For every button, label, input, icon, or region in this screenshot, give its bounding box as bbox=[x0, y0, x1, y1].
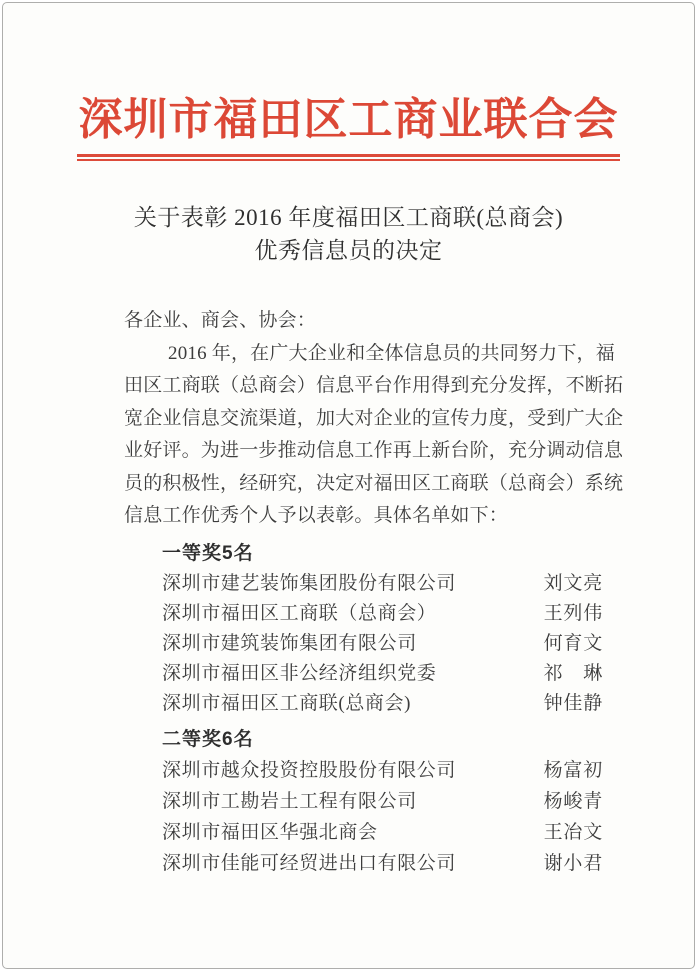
letterhead-divider-rule bbox=[77, 154, 620, 161]
winner-row bbox=[162, 569, 603, 599]
paragraph-line: 业好评。为进一步推动信息工作再上新台阶，充分调动信息 bbox=[124, 440, 624, 461]
winner-company: 深圳市佳能可经贸进出口有限公司 bbox=[162, 852, 457, 874]
document-title-line-2: 优秀信息员的决定 bbox=[254, 238, 443, 263]
winner-name: 钟佳静 bbox=[543, 692, 603, 714]
winner-name: 王冶文 bbox=[543, 821, 603, 843]
winner-company: 深圳市建艺装饰集团股份有限公司 bbox=[162, 572, 457, 594]
winner-row bbox=[162, 755, 603, 786]
winner-name: 王列伟 bbox=[543, 602, 603, 624]
winner-company: 深圳市工勘岩土工程有限公司 bbox=[162, 790, 417, 812]
winner-row bbox=[162, 817, 603, 848]
second-prize-heading: 二等奖6名 bbox=[162, 728, 254, 750]
scanned-document-page bbox=[2, 2, 695, 969]
paragraph-line: 员的积极性，经研究，决定对福田区工商联（总商会）系统 bbox=[124, 472, 624, 494]
winner-row bbox=[162, 599, 603, 629]
winner-row bbox=[162, 786, 603, 817]
awards-list bbox=[162, 539, 603, 879]
winner-name: 谢小君 bbox=[543, 852, 603, 874]
winner-row bbox=[162, 689, 603, 719]
winner-name: 祁 琳 bbox=[543, 662, 603, 684]
winner-company: 深圳市越众投资控股股份有限公司 bbox=[162, 759, 457, 781]
winner-row bbox=[162, 848, 603, 879]
winner-name: 刘文亮 bbox=[543, 572, 603, 594]
first-prize-heading: 一等奖5名 bbox=[162, 542, 254, 564]
winner-name: 何育文 bbox=[543, 632, 603, 654]
winner-company: 深圳市福田区工商联（总商会） bbox=[162, 602, 437, 624]
paragraph-line: 2016 年，在广大企业和全体信息员的共同努力下，福 bbox=[168, 342, 615, 364]
winner-company: 深圳市福田区工商联(总商会) bbox=[162, 692, 412, 714]
winner-row bbox=[162, 659, 603, 689]
winner-name: 杨富初 bbox=[543, 759, 603, 781]
document-title-line-1: 关于表彰 2016 年度福田区工商联(总商会) bbox=[133, 205, 564, 230]
document-body bbox=[124, 305, 624, 533]
salutation-line: 各企业、商会、协会： bbox=[124, 310, 317, 331]
document-title bbox=[3, 201, 694, 267]
first-prize-section bbox=[162, 539, 603, 719]
paragraph-line: 宽企业信息交流渠道，加大对企业的宣传力度，受到广大企 bbox=[124, 407, 624, 429]
paragraph-line: 田区工商联（总商会）信息平台作用得到充分发挥，不断拓 bbox=[124, 375, 624, 396]
second-prize-section bbox=[162, 725, 603, 879]
winner-company: 深圳市福田区华强北商会 bbox=[162, 821, 378, 843]
winner-name: 杨峻青 bbox=[543, 790, 603, 812]
paragraph-line: 信息工作优秀个人予以表彰。具体名单如下： bbox=[124, 505, 509, 526]
letterhead-org-name: 深圳市福田区工商业联合会 bbox=[78, 95, 619, 144]
winner-company: 深圳市福田区非公经济组织党委 bbox=[162, 662, 437, 684]
winner-row bbox=[162, 629, 603, 659]
winner-company: 深圳市建筑装饰集团有限公司 bbox=[162, 632, 417, 654]
